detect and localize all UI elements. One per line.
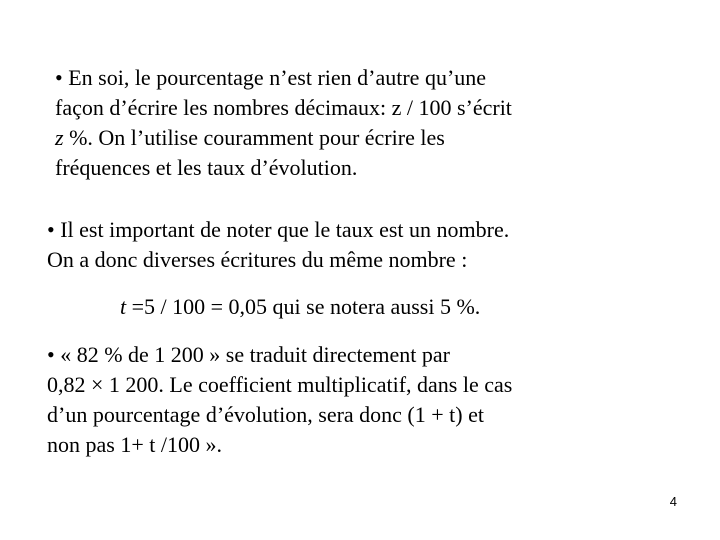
paragraph-multiplier: [47, 340, 512, 460]
text-line: d’un pourcentage d’évolution, sera donc (1 + t) et: [47, 402, 484, 427]
text-line: • « 82 % de 1 200 » se traduit directement par: [47, 342, 450, 367]
text-line: fréquences et les taux d’évolution.: [55, 155, 358, 180]
italic-variable-z: z: [55, 125, 64, 150]
text-segment: %. On l’utilise couramment pour écrire les: [63, 125, 445, 150]
text-line: On a donc diverses écritures du même nombre :: [47, 247, 468, 272]
text-line: • En soi, le pourcentage n’est rien d’autre qu’une: [55, 65, 487, 90]
italic-variable-t: t: [120, 294, 127, 319]
text-line: • Il est important de noter que le taux est un nombre.: [47, 217, 510, 242]
equation-text: =5 / 100 = 0,05 qui se notera aussi 5 %.: [126, 294, 481, 319]
text-line: 0,82 × 1 200. Le coefficient multiplicatif, dans le cas: [47, 372, 513, 397]
text-line: façon d’écrire les nombres décimaux: z / 100 s’écrit: [55, 95, 512, 120]
paragraph-percentage-definition: [55, 63, 512, 183]
paragraph-rate-is-number: [47, 215, 509, 275]
text-line: non pas 1+ t /100 ».: [47, 432, 222, 457]
page-number: 4: [669, 494, 677, 509]
equation-line: [120, 292, 480, 322]
text-line: [55, 123, 512, 153]
